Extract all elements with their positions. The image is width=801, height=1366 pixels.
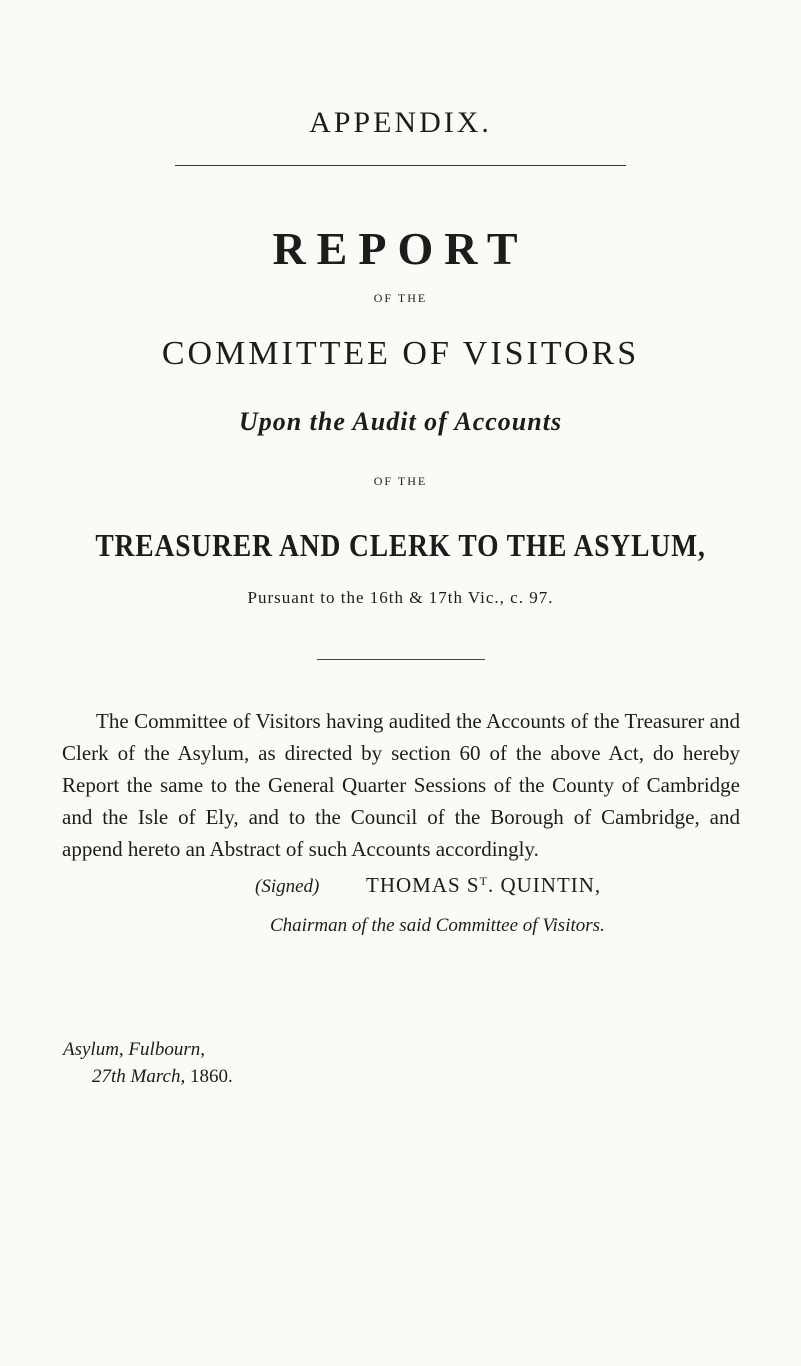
report-title: REPORT	[272, 223, 529, 274]
signatory-name	[366, 873, 601, 898]
top-divider	[175, 165, 626, 166]
treasurer-clerk-title: TREASURER AND CLERK TO THE ASYLUM,	[95, 527, 706, 563]
signatory-name-superscript: T	[479, 874, 488, 888]
signatory-name-last: . QUINTIN,	[487, 873, 602, 897]
place-line: Asylum, Fulbourn,	[63, 1039, 205, 1060]
report-paragraph	[62, 705, 740, 865]
committee-title: COMMITTEE OF VISITORS	[161, 335, 640, 372]
signed-label: (Signed)	[255, 876, 320, 897]
chairman-line: Chairman of the said Committee of Visitors.	[270, 915, 605, 936]
date-year: 1860.	[189, 1066, 233, 1087]
appendix-heading: APPENDIX.	[309, 106, 492, 139]
report-paragraph-text: The Committee of Visitors having audited the Accounts of the Treasurer and Clerk of the Asylum, as directed by section 60 of the above Act, do hereby Report the same to the General Quarter Sessions of the County of Cambridge and the Isle of Ely, and to the Council of the Borough of Cambridge, and append hereto an Abstract of such Accounts accordingly.	[62, 709, 740, 861]
of-the-label-1: OF THE	[373, 291, 428, 305]
signatory-name-first: THOMAS S	[366, 873, 480, 897]
date-day: 27th March,	[92, 1066, 186, 1087]
middle-divider	[317, 659, 485, 660]
pursuant-line: Pursuant to the 16th & 17th Vic., c. 97.	[247, 588, 554, 607]
of-the-label-2: OF THE	[373, 474, 428, 488]
date-line	[92, 1066, 233, 1088]
upon-audit-subtitle: Upon the Audit of Accounts	[238, 407, 563, 436]
